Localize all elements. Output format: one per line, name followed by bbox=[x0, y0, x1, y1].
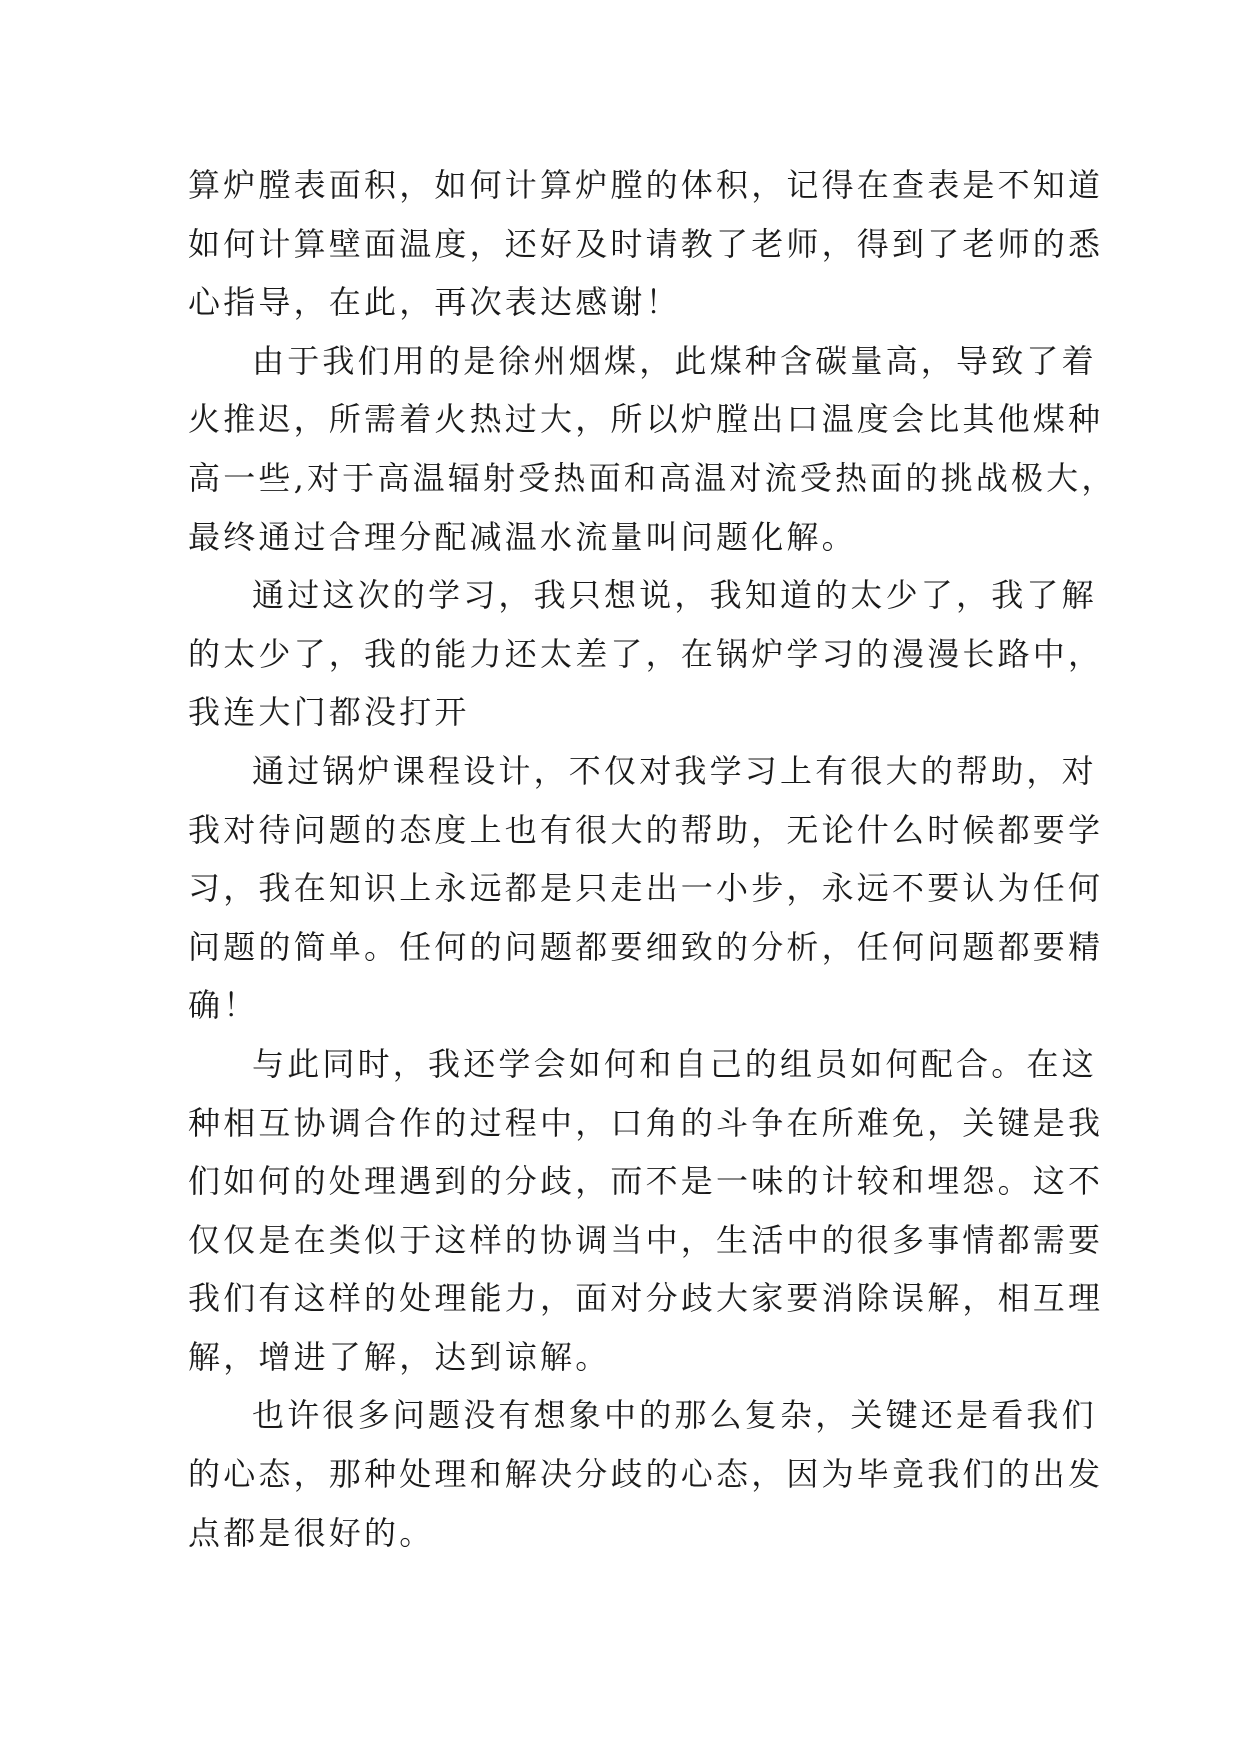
paragraph-line: 心指导，在此，再次表达感谢！ bbox=[188, 283, 681, 322]
paragraph-line: 通过这次的学习，我只想说，我知道的太少了，我了解 bbox=[252, 576, 1097, 615]
paragraph-line: 问题的简单。任何的问题都要细致的分析，任何问题都要精 bbox=[188, 927, 1104, 966]
paragraph-line: 与此同时，我还学会如何和自己的组员如何配合。在这 bbox=[252, 1044, 1097, 1083]
paragraph-line: 最终通过合理分配减温水流量叫问题化解。 bbox=[188, 517, 857, 556]
paragraph-2 bbox=[188, 332, 1117, 566]
paragraph-line: 由于我们用的是徐州烟煤，此煤种含碳量高，导致了着 bbox=[252, 341, 1097, 380]
paragraph-line: 我们有这样的处理能力，面对分歧大家要消除误解，相互理 bbox=[188, 1279, 1104, 1318]
paragraph-line: 习，我在知识上永远都是只走出一小步，永远不要认为任何 bbox=[188, 869, 1104, 908]
paragraph-line: 我连大门都没打开 bbox=[188, 693, 470, 732]
paragraph-5 bbox=[188, 1035, 1104, 1387]
paragraph-4 bbox=[188, 742, 1104, 1035]
paragraph-line: 我对待问题的态度上也有很大的帮助，无论什么时候都要学 bbox=[188, 810, 1104, 849]
paragraph-line: 火推迟，所需着火热过大，所以炉膛出口温度会比其他煤种 bbox=[188, 400, 1104, 439]
paragraph-line: 确！ bbox=[188, 986, 259, 1025]
paragraph-line: 高一些,对于高温辐射受热面和高温对流受热面的挑战极大， bbox=[188, 458, 1117, 497]
paragraph-line: 种相互协调合作的过程中，口角的斗争在所难免，关键是我 bbox=[188, 1103, 1104, 1142]
paragraph-line: 仅仅是在类似于这样的协调当中，生活中的很多事情都需要 bbox=[188, 1220, 1104, 1259]
paragraph-line: 如何计算壁面温度，还好及时请教了老师，得到了老师的悉 bbox=[188, 224, 1104, 263]
paragraph-line: 们如何的处理遇到的分歧，而不是一味的计较和埋怨。这不 bbox=[188, 1162, 1104, 1201]
paragraph-line: 算炉膛表面积，如何计算炉膛的体积，记得在查表是不知道 bbox=[188, 166, 1104, 204]
paragraph-line: 的心态，那种处理和解决分歧的心态，因为毕竟我们的出发 bbox=[188, 1455, 1104, 1494]
paragraph-line: 解，增进了解，达到谅解。 bbox=[188, 1337, 611, 1376]
paragraph-line: 的太少了，我的能力还太差了，在锅炉学习的漫漫长路中， bbox=[188, 634, 1104, 673]
paragraph-1 bbox=[188, 156, 1104, 332]
document-body bbox=[188, 156, 1117, 1562]
paragraph-6 bbox=[188, 1386, 1104, 1562]
paragraph-3 bbox=[188, 566, 1104, 742]
paragraph-line: 点都是很好的。 bbox=[188, 1513, 435, 1552]
paragraph-line: 也许很多问题没有想象中的那么复杂，关键还是看我们 bbox=[252, 1396, 1097, 1435]
paragraph-line: 通过锅炉课程设计，不仅对我学习上有很大的帮助，对 bbox=[252, 751, 1097, 790]
